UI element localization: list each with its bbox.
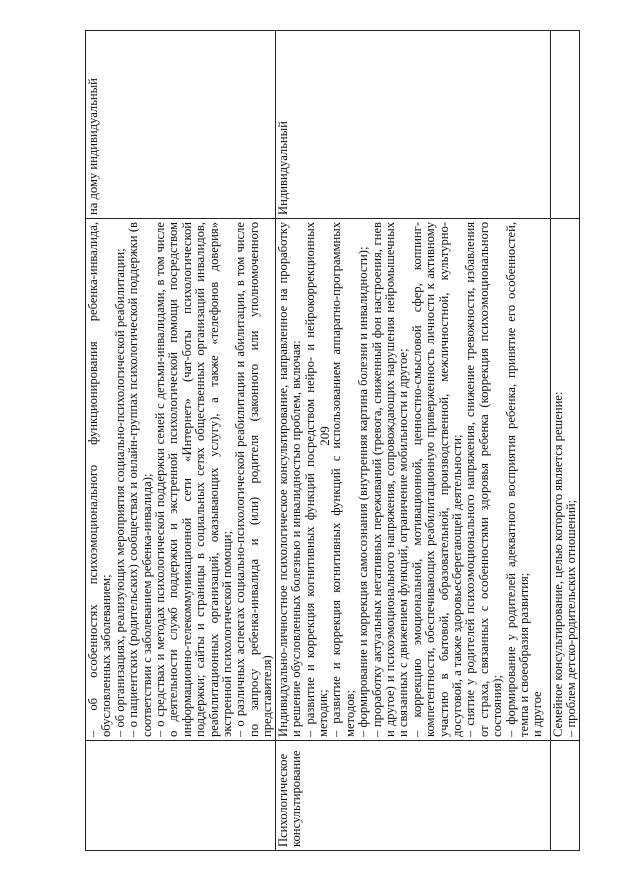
content-line: – о средствах и методах психологической поддержки семей с детьми-инвалидами, в том числе о деятельности служб поддержки и экстренной психологической помощи посредством информационно-телекоммуникационной сети «Интернет» (чат-боты психологической поддержки; сайты и страницы в социальных сетях общественных организаций инвалидов, реабилитационных организаций, оказывающих услугу), а также «телефонов доверия» экстренной психологической помощи; bbox=[153, 222, 235, 737]
table-row bbox=[550, 31, 579, 851]
content-line: и другое bbox=[530, 691, 545, 737]
content-line: – о различных аспектах социально-психологической реабилитации и абилитации, в том числе по запросу ребенка-инвалида и (или) родителя (законного или уполномоченного представителя) bbox=[233, 222, 275, 737]
table-row bbox=[275, 31, 550, 851]
content-line: – снятие у родителей психоэмоционального напряжения, снижение тревожности, избавления от страха, связанных с особенностями здоровья ребенка (коррекция психоэмоционального состояния); bbox=[463, 222, 505, 737]
services-table bbox=[85, 30, 580, 851]
rotated-table-container bbox=[85, 31, 579, 851]
content-line: – развитие и коррекция когнитивных функций с использованием аппаратно-программных методов; bbox=[329, 222, 357, 737]
service-content-cell bbox=[86, 219, 276, 741]
service-content-cell bbox=[550, 219, 579, 741]
content-line: – проблем детско-родительских отношений; bbox=[564, 499, 579, 737]
service-form-cell bbox=[550, 31, 579, 219]
content-line: – формирование и коррекция самосознания (внутренняя картина болезни и инвалидности); bbox=[356, 246, 371, 737]
service-form-cell: Индивидуальный bbox=[275, 31, 550, 219]
table-row bbox=[86, 31, 276, 851]
content-line: – об организациях, реализующих мероприятия социально-психологической реабилитации; bbox=[112, 248, 127, 737]
content-line: – о пациентских (родительских) сообществах и онлайн-группах психологической поддержки (в соответствии с заболеванием ребенка-инвалида); bbox=[126, 222, 154, 737]
service-type-cell bbox=[550, 741, 579, 851]
service-form-cell: на дому индивидуальный bbox=[86, 31, 276, 219]
content-line: Семейное консультирование, целью которого является решение: bbox=[550, 391, 565, 737]
content-line: – коррекцию эмоциональной, мотивационной, ценностно-смысловой сфер, коппинг-компетентности, обеспечивающих реабилитационную приверженность личности к активному участию в бытовой, образовательной, производственной, межличностной, культурно-досуговой, а также здоровьесберегающей деятельности; bbox=[409, 222, 464, 737]
service-content-cell bbox=[275, 219, 550, 741]
content-line: – проработку актуальных негативных переживаний (тревога, сниженный фон настроения, гнев и другое) и психоэмоционального напряжения, сопровождающих нарушения нейромышечных и связанных с движением функций, ограничение мобильности и другое; bbox=[369, 222, 411, 737]
service-type-cell: Психологическое консультирование bbox=[275, 741, 550, 851]
content-line: – развитие и коррекция когнитивных функций посредством нейро- и нейрокоррекционных методик; bbox=[302, 222, 330, 737]
content-line: – формирование у родителей адекватного восприятия ребенка, принятие его особенностей, темпа и своеобразия развития; bbox=[503, 222, 531, 737]
service-type-cell bbox=[86, 741, 276, 851]
content-line: Индивидуально-личностное психологическое консультирование, направленное на проработку и решение обусловленных болезнью и инвалидностью проблем, включая: bbox=[275, 222, 304, 737]
content-line: – об особенностях психоэмоционального функционирования ребенка-инвалида, обусловленных заболеванием; bbox=[86, 222, 114, 737]
page-number: 209 bbox=[317, 426, 332, 446]
